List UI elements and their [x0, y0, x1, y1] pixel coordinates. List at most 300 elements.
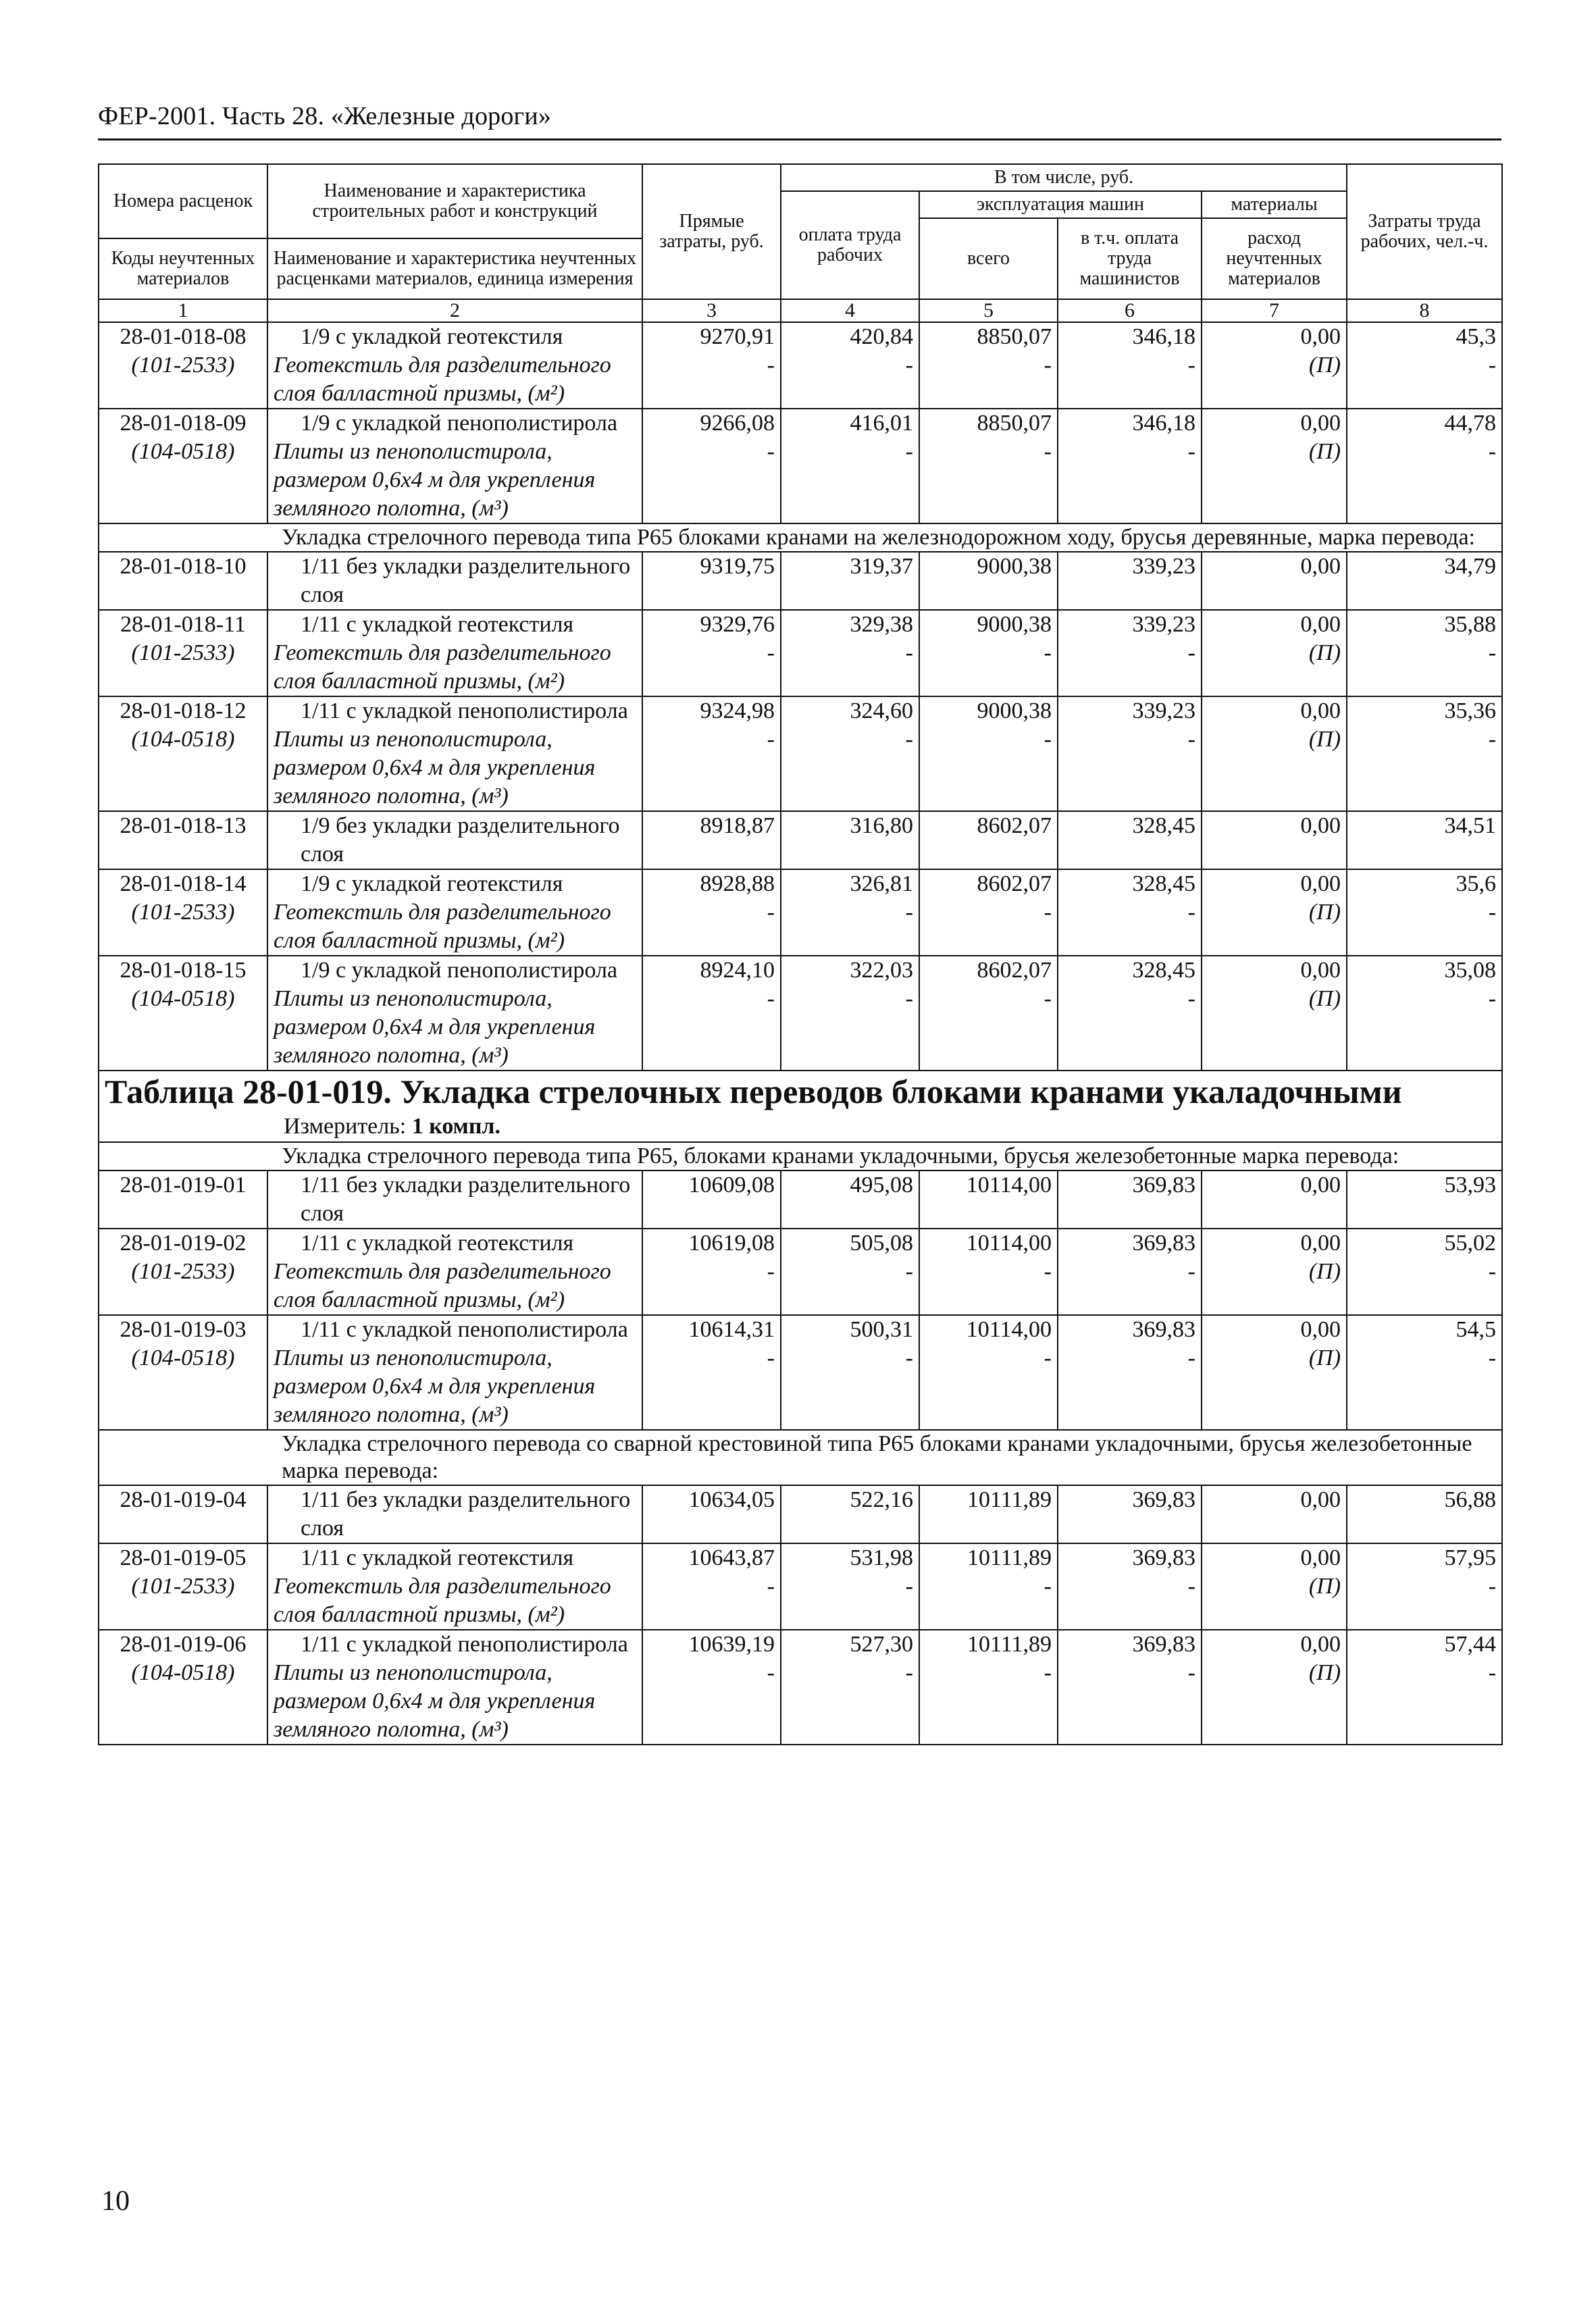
rate-code-cell — [99, 322, 267, 409]
col-machinist-pay: в т.ч. оплата труда машинистов — [1058, 218, 1202, 299]
dash: - — [1187, 1259, 1195, 1284]
labor-hours-cell — [1347, 552, 1502, 610]
machinist-pay: 369,83 — [1132, 1317, 1195, 1342]
machine-ops-total-cell — [919, 552, 1058, 610]
name-cell — [267, 1229, 642, 1315]
table-row — [99, 610, 1502, 696]
material-consumption: (П) — [1308, 1660, 1341, 1685]
rate-code-cell — [99, 811, 267, 869]
dash: - — [1044, 1259, 1052, 1284]
work-name: 1/9 с укладкой геотекстиля — [301, 871, 563, 896]
direct-costs: 10643,87 — [688, 1545, 775, 1570]
rate-code: 28-01-019-02 — [120, 1231, 247, 1256]
col-machine-ops: эксплуатация машин — [919, 191, 1202, 218]
dash: - — [1044, 1574, 1052, 1599]
materials-value-cell — [1202, 552, 1347, 610]
machine-ops-total-cell — [919, 1229, 1058, 1315]
table-header — [99, 164, 1502, 322]
machinist-pay-cell — [1058, 409, 1202, 523]
materials-value-cell — [1202, 1315, 1347, 1430]
dash: - — [1488, 1259, 1497, 1284]
materials-value-cell — [1202, 610, 1347, 696]
work-name: 1/11 с укладкой геотекстиля — [301, 612, 574, 637]
rate-code-cell — [99, 869, 267, 956]
table-row — [99, 1485, 1502, 1543]
dash: - — [1044, 353, 1052, 378]
machinist-pay-cell — [1058, 811, 1202, 869]
name-cell — [267, 811, 642, 869]
direct-costs: 8928,88 — [700, 871, 775, 896]
dash: - — [905, 1660, 913, 1685]
machinist-pay: 339,23 — [1132, 554, 1195, 579]
material-consumption: (П) — [1308, 727, 1341, 752]
labor-hours: 56,88 — [1444, 1487, 1497, 1512]
materials-value: 0,00 — [1300, 813, 1341, 838]
material-name: Плиты из пенополистирола, размером 0,6х4 м для укрепления земляного полотна, (м³) — [274, 986, 596, 1068]
section-heading: Укладка стрелочного перевода типа Р65 блоками кранами на железнодорожном ходу, брусья деревянные, марка перевода: — [99, 523, 1502, 552]
rows-group-a — [99, 322, 1502, 523]
machinist-pay-cell — [1058, 956, 1202, 1071]
table-row — [99, 956, 1502, 1071]
dash: - — [1488, 1660, 1497, 1685]
machinist-pay-cell — [1058, 1229, 1202, 1315]
labor-pay-cell — [781, 1543, 919, 1630]
col-number: 8 — [1347, 299, 1502, 322]
labor-pay: 329,38 — [850, 612, 913, 637]
materials-value-cell — [1202, 322, 1347, 409]
direct-costs: 9266,08 — [700, 411, 775, 436]
name-cell — [267, 1171, 642, 1229]
direct-costs-cell — [642, 1229, 781, 1315]
page-number: 10 — [101, 2186, 130, 2217]
rate-code: 28-01-019-01 — [120, 1173, 247, 1198]
materials-value-cell — [1202, 1543, 1347, 1630]
work-name: 1/11 с укладкой пенополистирола — [301, 1632, 628, 1657]
material-name: Плиты из пенополистирола, размером 0,6х4 м для укрепления земляного полотна, (м³) — [274, 439, 596, 521]
dash: - — [905, 1574, 913, 1599]
machinist-pay: 369,83 — [1132, 1173, 1195, 1198]
labor-pay: 500,31 — [850, 1317, 913, 1342]
direct-costs: 9270,91 — [700, 324, 775, 349]
meter-line — [105, 1112, 1496, 1141]
machine-ops-total-cell — [919, 1630, 1058, 1745]
work-name: 1/11 без укладки разделительного слоя — [301, 1487, 631, 1541]
direct-costs: 9324,98 — [700, 698, 775, 723]
dash: - — [767, 1574, 775, 1599]
page-header: ФЕР-2001. Часть 28. «Железные дороги» — [98, 102, 552, 130]
col-direct-costs: Прямые затраты, руб. — [642, 164, 781, 299]
machine-ops-total-cell — [919, 1171, 1058, 1229]
labor-hours: 34,51 — [1444, 813, 1497, 838]
machinist-pay: 328,45 — [1132, 813, 1195, 838]
dash: - — [1044, 1660, 1052, 1685]
machinist-pay-cell — [1058, 1630, 1202, 1745]
materials-value: 0,00 — [1300, 411, 1341, 436]
work-name: 1/9 с укладкой пенополистирола — [301, 411, 618, 436]
materials-value: 0,00 — [1300, 612, 1341, 637]
direct-costs-cell — [642, 811, 781, 869]
machinist-pay-cell — [1058, 552, 1202, 610]
col-total: всего — [919, 218, 1058, 299]
labor-pay-cell — [781, 1630, 919, 1745]
material-consumption: (П) — [1308, 900, 1341, 925]
materials-value: 0,00 — [1300, 1231, 1341, 1256]
material-consumption: (П) — [1308, 353, 1341, 378]
direct-costs: 10639,19 — [688, 1632, 775, 1657]
materials-value: 0,00 — [1300, 1487, 1341, 1512]
material-code: (101-2533) — [131, 1574, 235, 1599]
name-cell — [267, 409, 642, 523]
direct-costs: 8918,87 — [700, 813, 775, 838]
table-row — [99, 869, 1502, 956]
machine-ops-total: 8602,07 — [977, 871, 1052, 896]
materials-value-cell — [1202, 409, 1347, 523]
direct-costs-cell — [642, 1543, 781, 1630]
col-materials: материалы — [1202, 191, 1347, 218]
name-cell — [267, 552, 642, 610]
dash: - — [1488, 986, 1497, 1011]
material-name: Плиты из пенополистирола, размером 0,6х4 м для укрепления земляного полотна, (м³) — [274, 727, 596, 808]
machinist-pay: 339,23 — [1132, 612, 1195, 637]
direct-costs: 9319,75 — [700, 554, 775, 579]
machinist-pay-cell — [1058, 610, 1202, 696]
dash: - — [1187, 986, 1195, 1011]
material-code: (104-0518) — [131, 986, 235, 1011]
name-cell — [267, 1315, 642, 1430]
labor-hours-cell — [1347, 1630, 1502, 1745]
col-number: 4 — [781, 299, 919, 322]
material-name: Плиты из пенополистирола, размером 0,6х4 м для укрепления земляного полотна, (м³) — [274, 1660, 596, 1742]
dash: - — [1044, 1345, 1052, 1370]
header-rule — [98, 138, 1501, 140]
dash: - — [767, 1660, 775, 1685]
materials-value: 0,00 — [1300, 1545, 1341, 1570]
machine-ops-total-cell — [919, 1543, 1058, 1630]
dash: - — [1187, 439, 1195, 464]
col-rate-numbers: Номера расценок — [99, 164, 267, 238]
labor-pay-cell — [781, 409, 919, 523]
name-cell — [267, 869, 642, 956]
table-row — [99, 409, 1502, 523]
col-labor-costs: Затраты труда рабочих, чел.-ч. — [1347, 164, 1502, 299]
direct-costs-cell — [642, 696, 781, 811]
rate-code: 28-01-018-09 — [120, 411, 247, 436]
labor-hours-cell — [1347, 811, 1502, 869]
table-row — [99, 552, 1502, 610]
dash: - — [1488, 1574, 1497, 1599]
rate-code: 28-01-019-03 — [120, 1317, 247, 1342]
direct-costs-cell — [642, 409, 781, 523]
labor-hours-cell — [1347, 1543, 1502, 1630]
labor-hours: 53,93 — [1444, 1173, 1497, 1198]
machine-ops-total: 9000,38 — [977, 554, 1052, 579]
machine-ops-total: 10114,00 — [966, 1317, 1052, 1342]
dash: - — [905, 1259, 913, 1284]
machinist-pay-cell — [1058, 1315, 1202, 1430]
dash: - — [1488, 640, 1497, 665]
table-row — [99, 322, 1502, 409]
labor-pay-cell — [781, 1485, 919, 1543]
dash: - — [767, 640, 775, 665]
work-name: 1/11 с укладкой геотекстиля — [301, 1231, 574, 1256]
dash: - — [905, 986, 913, 1011]
materials-value-cell — [1202, 1171, 1347, 1229]
name-cell — [267, 1543, 642, 1630]
machinist-pay: 369,83 — [1132, 1632, 1195, 1657]
labor-hours-cell — [1347, 696, 1502, 811]
labor-pay-cell — [781, 1315, 919, 1430]
material-name: Геотекстиль для разделительного слоя балластной призмы, (м²) — [274, 900, 611, 953]
labor-hours-cell — [1347, 1485, 1502, 1543]
machine-ops-total: 10114,00 — [966, 1173, 1052, 1198]
name-cell — [267, 696, 642, 811]
rate-code: 28-01-018-14 — [120, 871, 247, 896]
material-consumption: (П) — [1308, 1345, 1341, 1370]
direct-costs-cell — [642, 869, 781, 956]
rate-code-cell — [99, 956, 267, 1071]
labor-hours: 35,08 — [1444, 958, 1497, 983]
rate-code: 28-01-018-11 — [120, 612, 246, 637]
labor-pay-cell — [781, 1171, 919, 1229]
dash: - — [905, 640, 913, 665]
table-row — [99, 1171, 1502, 1229]
work-name: 1/11 с укладкой геотекстиля — [301, 1545, 574, 1570]
col-material-name: Наименование и характеристика неучтенных расценками материалов, единица измерения — [267, 238, 642, 299]
machine-ops-total-cell — [919, 811, 1058, 869]
work-name: 1/9 с укладкой геотекстиля — [301, 324, 563, 349]
dash: - — [767, 353, 775, 378]
col-number: 3 — [642, 299, 781, 322]
dash: - — [767, 1259, 775, 1284]
dash: - — [905, 1345, 913, 1370]
dash: - — [1488, 439, 1497, 464]
labor-hours-cell — [1347, 610, 1502, 696]
machine-ops-total: 10111,89 — [967, 1545, 1052, 1570]
direct-costs: 10614,31 — [688, 1317, 775, 1342]
work-name: 1/9 с укладкой пенополистирола — [301, 958, 618, 983]
materials-value: 0,00 — [1300, 871, 1341, 896]
rate-code: 28-01-019-04 — [120, 1487, 247, 1512]
machine-ops-total-cell — [919, 322, 1058, 409]
name-cell — [267, 956, 642, 1071]
machine-ops-total: 9000,38 — [977, 698, 1052, 723]
materials-value-cell — [1202, 956, 1347, 1071]
labor-hours: 35,6 — [1456, 871, 1497, 896]
table-row — [99, 696, 1502, 811]
machine-ops-total: 10111,89 — [967, 1487, 1052, 1512]
machinist-pay: 369,83 — [1132, 1487, 1195, 1512]
col-labor-pay: оплата труда рабочих — [781, 191, 919, 299]
material-name: Геотекстиль для разделительного слоя балластной призмы, (м²) — [274, 1574, 611, 1627]
machine-ops-total: 10114,00 — [966, 1231, 1052, 1256]
machinist-pay-cell — [1058, 1543, 1202, 1630]
machinist-pay: 328,45 — [1132, 871, 1195, 896]
materials-value: 0,00 — [1300, 554, 1341, 579]
rate-code-cell — [99, 1485, 267, 1543]
dash: - — [1044, 986, 1052, 1011]
labor-pay: 505,08 — [850, 1231, 913, 1256]
rate-code: 28-01-018-08 — [120, 324, 247, 349]
direct-costs: 8924,10 — [700, 958, 775, 983]
dash: - — [905, 353, 913, 378]
rate-code: 28-01-018-13 — [120, 813, 247, 838]
labor-hours: 57,44 — [1444, 1632, 1497, 1657]
dash: - — [1187, 640, 1195, 665]
rate-code: 28-01-019-05 — [120, 1545, 247, 1570]
direct-costs-cell — [642, 1485, 781, 1543]
materials-value: 0,00 — [1300, 958, 1341, 983]
material-code: (104-0518) — [131, 439, 235, 464]
direct-costs: 10619,08 — [688, 1231, 775, 1256]
machinist-pay: 369,83 — [1132, 1231, 1195, 1256]
direct-costs-cell — [642, 1630, 781, 1745]
labor-pay: 531,98 — [850, 1545, 913, 1570]
materials-value-cell — [1202, 696, 1347, 811]
material-code: (104-0518) — [131, 727, 235, 752]
labor-hours-cell — [1347, 409, 1502, 523]
rates-table — [98, 163, 1503, 1745]
direct-costs: 9329,76 — [700, 612, 775, 637]
col-number: 6 — [1058, 299, 1202, 322]
machine-ops-total: 8850,07 — [977, 324, 1052, 349]
rate-code-cell — [99, 409, 267, 523]
labor-pay-cell — [781, 956, 919, 1071]
table-019-heading — [99, 1071, 1502, 1171]
meter-value: 1 компл. — [411, 1114, 501, 1139]
direct-costs-cell — [642, 322, 781, 409]
material-code: (101-2533) — [131, 640, 235, 665]
dash: - — [905, 900, 913, 925]
labor-hours: 34,79 — [1444, 554, 1497, 579]
dash: - — [1187, 1574, 1195, 1599]
dash: - — [1044, 727, 1052, 752]
labor-pay-cell — [781, 552, 919, 610]
section-group-3 — [99, 1430, 1502, 1485]
labor-pay: 324,60 — [850, 698, 913, 723]
labor-pay: 322,03 — [850, 958, 913, 983]
labor-hours-cell — [1347, 322, 1502, 409]
material-name: Геотекстиль для разделительного слоя балластной призмы, (м²) — [274, 1259, 611, 1312]
machinist-pay-cell — [1058, 1171, 1202, 1229]
col-work-name: Наименование и характеристика строительных работ и конструкций — [267, 164, 642, 238]
machinist-pay: 346,18 — [1132, 324, 1195, 349]
dash: - — [1488, 727, 1497, 752]
meter-label: Измеритель: — [284, 1114, 407, 1139]
materials-value-cell — [1202, 869, 1347, 956]
rate-code-cell — [99, 1543, 267, 1630]
machine-ops-total: 8602,07 — [977, 813, 1052, 838]
column-numbers-row — [99, 299, 1502, 322]
labor-hours: 44,78 — [1444, 411, 1497, 436]
work-name: 1/11 без укладки разделительного слоя — [301, 1173, 631, 1226]
labor-hours-cell — [1347, 1315, 1502, 1430]
materials-value-cell — [1202, 811, 1347, 869]
rate-code: 28-01-018-10 — [120, 554, 247, 579]
direct-costs-cell — [642, 610, 781, 696]
labor-pay: 316,80 — [850, 813, 913, 838]
dash: - — [1187, 900, 1195, 925]
dash: - — [1488, 1345, 1497, 1370]
dash: - — [1044, 900, 1052, 925]
table-019-title-cell — [99, 1071, 1502, 1142]
work-name: 1/11 без укладки разделительного слоя — [301, 554, 631, 607]
section-heading: Укладка стрелочного перевода со сварной крестовиной типа Р65 блоками кранами укладочными, брусья железобетонные марка перевода: — [99, 1430, 1502, 1485]
table-row — [99, 1229, 1502, 1315]
dash: - — [1044, 640, 1052, 665]
machine-ops-total: 9000,38 — [977, 612, 1052, 637]
dash: - — [1187, 353, 1195, 378]
table-row — [99, 1630, 1502, 1745]
machine-ops-total: 8602,07 — [977, 958, 1052, 983]
col-number: 5 — [919, 299, 1058, 322]
rate-code-cell — [99, 552, 267, 610]
labor-hours-cell — [1347, 1229, 1502, 1315]
labor-pay: 420,84 — [850, 324, 913, 349]
rate-code-cell — [99, 1229, 267, 1315]
material-code: (101-2533) — [131, 353, 235, 378]
rate-code-cell — [99, 610, 267, 696]
labor-pay-cell — [781, 1229, 919, 1315]
labor-pay: 495,08 — [850, 1173, 913, 1198]
labor-hours-cell — [1347, 869, 1502, 956]
name-cell — [267, 610, 642, 696]
rate-code: 28-01-018-15 — [120, 958, 247, 983]
materials-value: 0,00 — [1300, 1173, 1341, 1198]
materials-value: 0,00 — [1300, 698, 1341, 723]
material-consumption: (П) — [1308, 1259, 1341, 1284]
table-row — [99, 811, 1502, 869]
direct-costs: 10609,08 — [688, 1173, 775, 1198]
material-code: (101-2533) — [131, 900, 235, 925]
material-code: (104-0518) — [131, 1345, 235, 1370]
labor-hours-cell — [1347, 1171, 1502, 1229]
machinist-pay-cell — [1058, 322, 1202, 409]
labor-pay-cell — [781, 869, 919, 956]
direct-costs-cell — [642, 1171, 781, 1229]
machinist-pay: 339,23 — [1132, 698, 1195, 723]
name-cell — [267, 1630, 642, 1745]
dash: - — [1488, 900, 1497, 925]
name-cell — [267, 1485, 642, 1543]
dash: - — [1488, 353, 1497, 378]
dash: - — [767, 727, 775, 752]
labor-hours: 35,36 — [1444, 698, 1497, 723]
dash: - — [1187, 1345, 1195, 1370]
material-consumption: (П) — [1308, 439, 1341, 464]
machine-ops-total-cell — [919, 696, 1058, 811]
labor-pay-cell — [781, 610, 919, 696]
rate-code: 28-01-018-12 — [120, 698, 247, 723]
material-name: Геотекстиль для разделительного слоя балластной призмы, (м²) — [274, 640, 611, 694]
labor-hours: 57,95 — [1444, 1545, 1497, 1570]
labor-hours-cell — [1347, 956, 1502, 1071]
section-group-1 — [99, 523, 1502, 552]
materials-value-cell — [1202, 1485, 1347, 1543]
col-number: 2 — [267, 299, 642, 322]
dash: - — [767, 900, 775, 925]
rows-group-d — [99, 1485, 1502, 1745]
labor-hours: 35,88 — [1444, 612, 1497, 637]
machine-ops-total: 8850,07 — [977, 411, 1052, 436]
col-unaccounted-materials: расход неучтенных материалов — [1202, 218, 1347, 299]
work-name: 1/11 с укладкой пенополистирола — [301, 698, 628, 723]
col-number: 1 — [99, 299, 267, 322]
table-row — [99, 1543, 1502, 1630]
dash: - — [767, 986, 775, 1011]
material-code: (101-2533) — [131, 1259, 235, 1284]
material-consumption: (П) — [1308, 640, 1341, 665]
material-code: (104-0518) — [131, 1660, 235, 1685]
